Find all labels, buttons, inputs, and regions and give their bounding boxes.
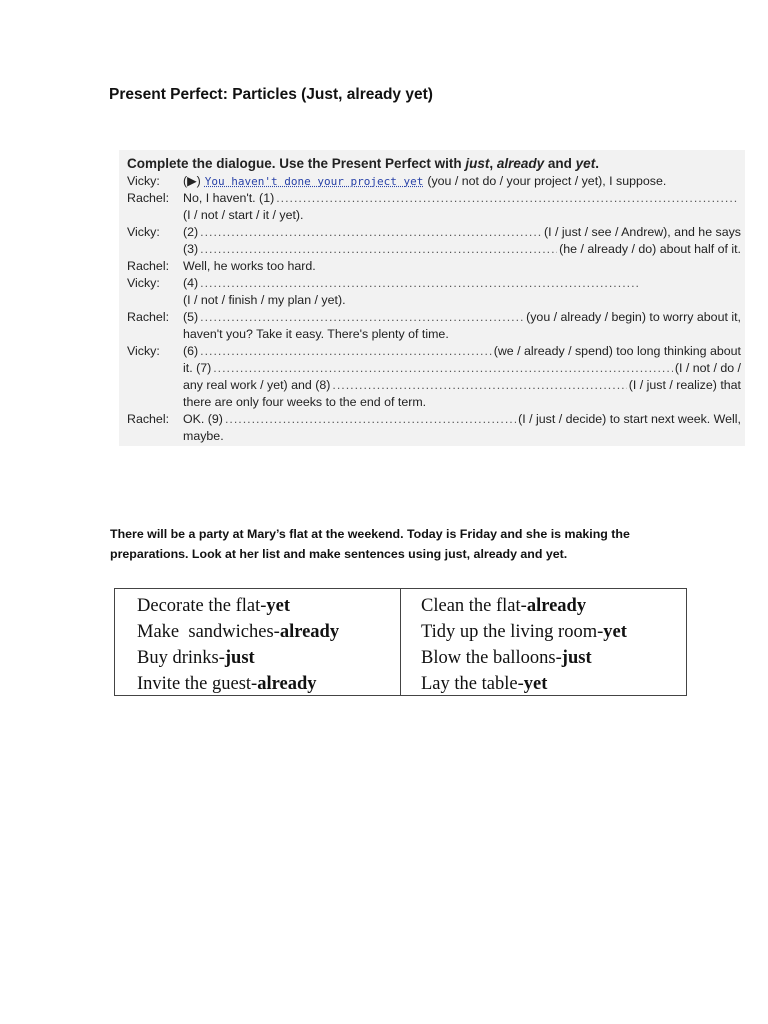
- speaker-label: Rachel:: [127, 412, 170, 426]
- todo-task: Decorate the flat-: [137, 596, 267, 616]
- dialogue-line: [119, 411, 745, 427]
- todo-task: Invite the guest-: [137, 674, 258, 694]
- heading-end: .: [595, 156, 599, 171]
- todo-item: [115, 593, 400, 619]
- answer-blank[interactable]: [332, 377, 626, 393]
- heading-word-just: just: [465, 156, 490, 171]
- todo-particle: already: [279, 622, 340, 642]
- dialogue-line: [119, 309, 745, 325]
- dialogue-line: [119, 224, 745, 240]
- line-prompt: (I / not / start / it / yet).: [183, 208, 304, 222]
- heading-sep: ,: [489, 156, 497, 171]
- line-text: No, I haven't. (1): [183, 191, 275, 205]
- dialogue-line: [119, 360, 745, 376]
- answer-blank[interactable]: [200, 309, 524, 325]
- todo-particle: already: [257, 674, 317, 694]
- todo-item: [401, 593, 686, 619]
- todo-item: [401, 619, 686, 645]
- speaker-label: Rachel:: [127, 191, 170, 205]
- todo-particle: already: [526, 596, 587, 616]
- answer-blank[interactable]: [225, 411, 516, 427]
- todo-particle: yet: [523, 674, 548, 694]
- instructions: There will be a party at Mary’s flat at the weekend. Today is Friday and she is making the preparations. Look at her list and make sentences using just, already and yet.: [110, 527, 630, 561]
- line-text: (3): [183, 242, 199, 256]
- todo-particle: yet: [266, 596, 291, 616]
- line-prompt: (I / just / decide) to start next week. Well,: [518, 412, 741, 426]
- todo-item: [401, 645, 686, 671]
- todo-task: Clean the flat-: [421, 596, 527, 616]
- heading-and: and: [544, 156, 576, 171]
- dialogue-line: [119, 190, 745, 206]
- line-text: it. (7): [183, 361, 212, 375]
- dialogue-line: [119, 275, 745, 291]
- line-text: (6): [183, 344, 199, 358]
- line-prompt: (you / not do / your project / yet), I suppose.: [427, 174, 667, 188]
- todo-list-table: [114, 588, 687, 696]
- exercise-heading: [127, 156, 599, 171]
- dialogue-line: [119, 173, 745, 189]
- line-text: there are only four weeks to the end of term.: [183, 395, 427, 409]
- dialogue-line: [119, 343, 745, 359]
- todo-task: Make sandwiches-: [137, 622, 280, 642]
- line-prompt: (he / already / do) about half of it.: [559, 242, 741, 256]
- line-prompt: (I / not / finish / my plan / yet).: [183, 293, 346, 307]
- line-prompt: (we / already / spend) too long thinking about: [493, 344, 741, 358]
- line-prompt: (you / already / begin) to worry about it,: [526, 310, 741, 324]
- dialogue-line: [119, 292, 745, 308]
- speaker-label: Vicky:: [127, 174, 160, 188]
- line-text: Well, he works too hard.: [183, 259, 316, 273]
- answer-blank[interactable]: [200, 343, 492, 359]
- answer-blank[interactable]: [200, 224, 542, 240]
- line-prompt: (I / not / do /: [674, 361, 741, 375]
- dialogue-line: [119, 258, 745, 274]
- line-text: any real work / yet) and (8): [183, 378, 331, 392]
- todo-particle: yet: [603, 622, 627, 642]
- speaker-label: Vicky:: [127, 344, 160, 358]
- todo-item: [115, 619, 400, 645]
- dialogue-exercise: [119, 150, 745, 446]
- dialogue-line: [119, 207, 745, 223]
- line-text: (2): [183, 225, 199, 239]
- line-prompt: (I / just / see / Andrew), and he says: [544, 225, 741, 239]
- speaker-label: Rachel:: [127, 259, 170, 273]
- dialogue-line: [119, 377, 745, 393]
- dialogue-line: [119, 428, 745, 444]
- handwritten-answer: You haven't done your project yet: [204, 175, 424, 188]
- dialogue-line: [119, 394, 745, 410]
- heading-text: Complete the dialogue. Use the Present Perfect with: [127, 156, 466, 171]
- todo-column-right: [400, 589, 686, 695]
- todo-column-left: [115, 589, 400, 695]
- answer-blank[interactable]: [213, 360, 673, 376]
- dialogue-line: [119, 241, 745, 257]
- todo-task: Blow the balloons-: [421, 648, 562, 668]
- todo-item: [115, 645, 400, 671]
- todo-item: [115, 671, 400, 697]
- answer-blank[interactable]: [200, 275, 639, 291]
- line-text: maybe.: [183, 429, 224, 443]
- line-text: haven't you? Take it easy. There's plenty of time.: [183, 327, 449, 341]
- speaker-label: Rachel:: [127, 310, 170, 324]
- line-text: (5): [183, 310, 199, 324]
- answer-blank[interactable]: [200, 241, 557, 257]
- speaker-label: Vicky:: [127, 276, 160, 290]
- todo-task: Tidy up the living room-: [421, 622, 604, 642]
- example-marker: (▶): [183, 174, 201, 188]
- speaker-label: Vicky:: [127, 225, 160, 239]
- todo-task: Lay the table-: [421, 674, 524, 694]
- todo-item: [401, 671, 686, 697]
- line-prompt: (I / just / realize) that: [628, 378, 741, 392]
- answer-blank[interactable]: [276, 190, 739, 206]
- dialogue-line: [119, 326, 745, 342]
- todo-particle: just: [224, 648, 255, 668]
- page-title: Present Perfect: Particles (Just, already yet): [109, 86, 433, 103]
- heading-word-already: already: [496, 156, 545, 171]
- todo-particle: just: [561, 648, 592, 668]
- line-text: OK. (9): [183, 412, 223, 426]
- heading-word-yet: yet: [575, 156, 596, 171]
- todo-task: Buy drinks-: [137, 648, 225, 668]
- line-text: (4): [183, 276, 199, 290]
